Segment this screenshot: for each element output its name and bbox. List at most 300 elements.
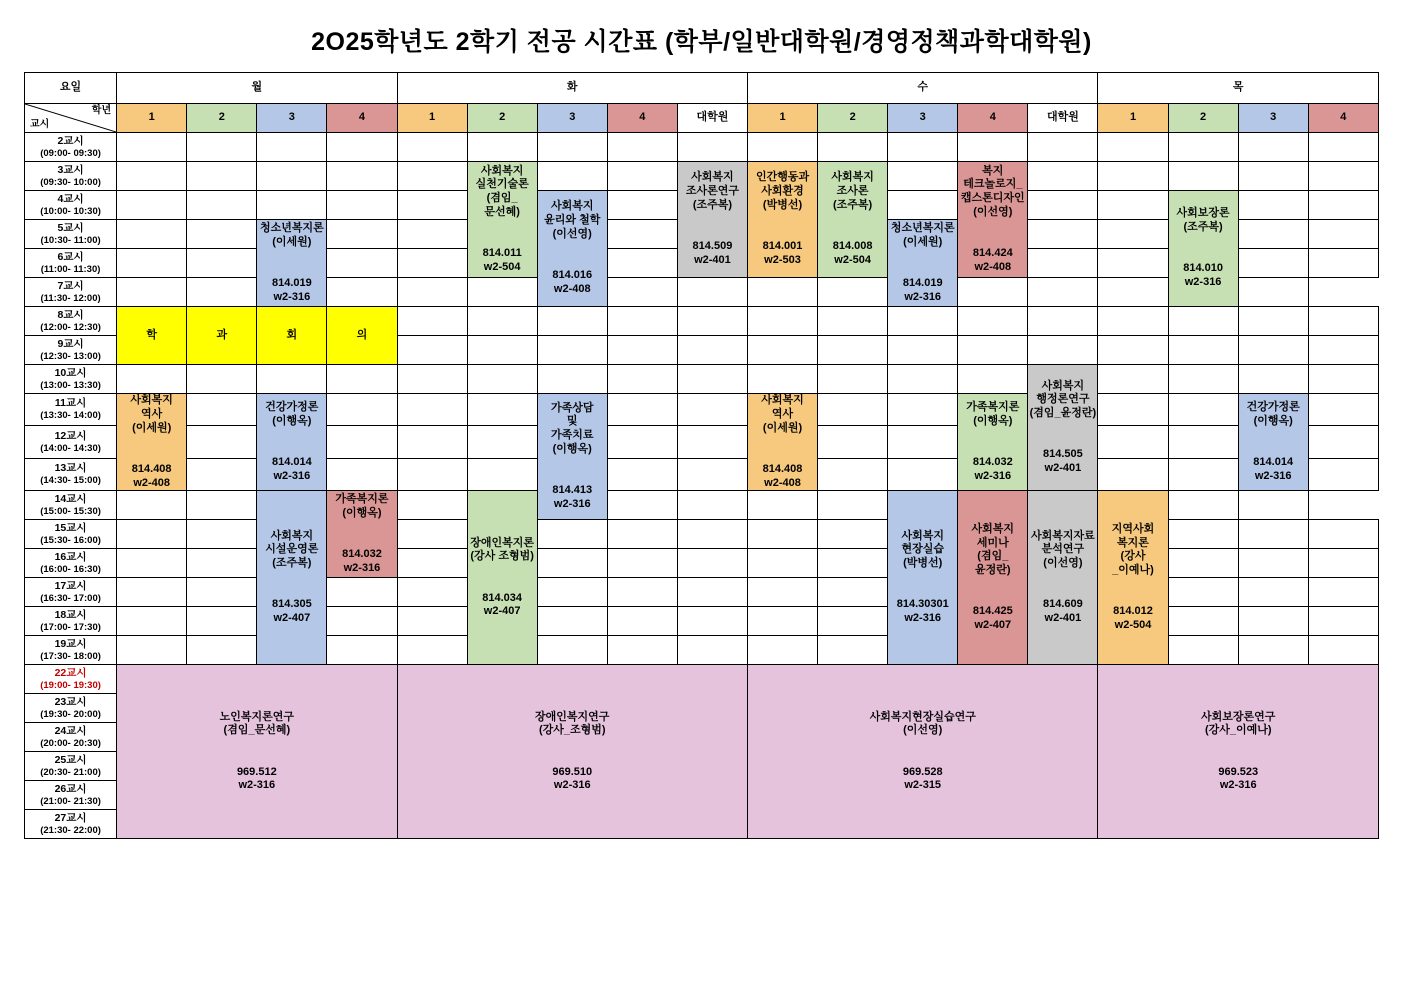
course-wed-welfare-technology[interactable]: 복지 테크놀로지_ 캡스톤디자인 (이선영) 814.424 w2-408 — [958, 162, 1028, 278]
cell-tue3 — [537, 162, 607, 191]
cell-tue1 — [397, 520, 467, 549]
cell-thu1 — [1028, 278, 1098, 307]
header-thu-grade-2: 2 — [1168, 104, 1238, 133]
cell-mon4 — [327, 162, 397, 191]
cell-wed-grad — [1028, 133, 1098, 162]
header-thu-grade-3: 3 — [1238, 104, 1308, 133]
cell-wed2 — [818, 458, 888, 490]
cell-thu2 — [1168, 520, 1238, 549]
course-tue-practice-skills[interactable]: 사회복지 실천기술론 (겸임_ 문선혜) 814.011 w2-504 — [467, 162, 537, 278]
cell-wed2 — [818, 365, 888, 394]
cell-thu4 — [1308, 394, 1378, 426]
course-mon-facility-management[interactable]: 사회복지 시설운영론 (조주복) 814.305 w2-407 — [257, 491, 327, 665]
cell-tue-grad — [677, 520, 747, 549]
cell-wed2 — [818, 394, 888, 426]
cell-mon2 — [187, 491, 257, 520]
cell-thu4 — [1308, 162, 1378, 191]
cell-tue3 — [537, 520, 607, 549]
cell-tue4 — [607, 578, 677, 607]
cell-tue2 — [467, 394, 537, 426]
period-row-label: 27교시 (21:30- 22:00) — [25, 810, 117, 839]
period-row-label: 15교시 (15:30- 16:00) — [25, 520, 117, 549]
period-row-label: 19교시 (17:30- 18:00) — [25, 636, 117, 665]
header-tue-grade-2: 2 — [467, 104, 537, 133]
cell-thu2 — [1168, 394, 1238, 426]
header-mon-grade-3: 3 — [257, 104, 327, 133]
cell-wed2 — [818, 549, 888, 578]
cell-mon1 — [117, 278, 187, 307]
course-mon-night-elder-welfare-research[interactable]: 노인복지론연구 (겸임_문선혜) 969.512 w2-316 — [117, 665, 397, 839]
cell-thu1 — [1098, 394, 1168, 426]
cell-thu4 — [1308, 520, 1378, 549]
cell-wed2 — [818, 336, 888, 365]
cell-thu3 — [1238, 549, 1308, 578]
cell-tue4 — [607, 220, 677, 249]
cell-tue-grad — [677, 549, 747, 578]
cell-mon4 — [327, 394, 397, 426]
cell-wed1 — [747, 520, 817, 549]
course-tue-family-counseling[interactable]: 가족상담 및 가족치료 (이행옥) 814.413 w2-316 — [537, 394, 607, 520]
cell-thu3 — [1238, 249, 1308, 278]
cell-mon4 — [327, 278, 397, 307]
cell-tue4 — [607, 636, 677, 665]
cell-mon1 — [117, 491, 187, 520]
period-row-label: 25교시 (20:30- 21:00) — [25, 752, 117, 781]
cell-tue1 — [397, 307, 467, 336]
cell-tue3 — [537, 607, 607, 636]
cell-thu1 — [1098, 307, 1168, 336]
cell-tue1 — [397, 365, 467, 394]
cell-thu1 — [1098, 426, 1168, 458]
header-tue-grade-4: 4 — [607, 104, 677, 133]
cell-wed3 — [888, 426, 958, 458]
header-mon-grade-2: 2 — [187, 104, 257, 133]
cell-thu4 — [1308, 336, 1378, 365]
cell-tue-grad — [677, 458, 747, 490]
event-dept-meeting-4: 의 — [327, 307, 397, 365]
cell-tue4 — [607, 365, 677, 394]
cell-mon2 — [187, 133, 257, 162]
cell-mon4 — [327, 607, 397, 636]
cell-thu1 — [1098, 336, 1168, 365]
cell-thu3 — [1238, 133, 1308, 162]
cell-mon2 — [187, 520, 257, 549]
header-wed-grade-4: 4 — [958, 104, 1028, 133]
cell-mon2 — [187, 220, 257, 249]
period-row-label: 3교시 (09:30- 10:00) — [25, 162, 117, 191]
cell-wed2 — [818, 307, 888, 336]
cell-thu4 — [1238, 491, 1308, 520]
cell-wed2 — [818, 426, 888, 458]
period-row-label: 23교시 (19:30- 20:00) — [25, 694, 117, 723]
cell-wed2 — [818, 607, 888, 636]
header-wed-grade-1: 1 — [747, 104, 817, 133]
header-day-tue: 화 — [397, 73, 747, 104]
cell-thu4 — [1308, 191, 1378, 220]
cell-wed4 — [958, 307, 1028, 336]
cell-wed2 — [818, 578, 888, 607]
course-thu-social-security[interactable]: 사회보장론 (조주복) 814.010 w2-316 — [1168, 191, 1238, 307]
cell-mon2 — [187, 191, 257, 220]
cell-tue3 — [537, 578, 607, 607]
cell-mon3 — [257, 162, 327, 191]
cell-tue4 — [607, 191, 677, 220]
cell-mon2 — [187, 578, 257, 607]
cell-thu3 — [1098, 278, 1168, 307]
cell-wed3 — [888, 336, 958, 365]
header-corner-period: 교시 — [30, 118, 50, 130]
cell-mon2 — [187, 365, 257, 394]
page-title: 2O25학년도 2학기 전공 시간표 (학부/일반대학원/경영정책과학대학원) — [311, 28, 1092, 56]
cell-tue1 — [397, 491, 467, 520]
cell-wed3 — [888, 307, 958, 336]
cell-thu2 — [1168, 636, 1238, 665]
cell-mon1 — [117, 249, 187, 278]
cell-wed-grad — [1028, 191, 1098, 220]
cell-mon4 — [327, 578, 397, 607]
cell-mon1 — [117, 549, 187, 578]
cell-thu2 — [1168, 549, 1238, 578]
cell-thu4 — [1308, 426, 1378, 458]
cell-thu4 — [1308, 458, 1378, 490]
cell-mon2 — [187, 278, 257, 307]
cell-thu3 — [1238, 191, 1308, 220]
cell-wed3 — [888, 365, 958, 394]
cell-thu3 — [1238, 220, 1308, 249]
cell-wed2 — [818, 636, 888, 665]
course-tue-ethics-philosophy[interactable]: 사회복지 윤리와 철학 (이선영) 814.016 w2-408 — [537, 191, 607, 307]
cell-tue4 — [607, 607, 677, 636]
cell-tue4 — [607, 520, 677, 549]
cell-wed2 — [818, 520, 888, 549]
period-row-label: 17교시 (16:30- 17:00) — [25, 578, 117, 607]
cell-thu2 — [1168, 607, 1238, 636]
course-thu-community-welfare[interactable]: 지역사회 복지론 (강사 _이예나) 814.012 w2-504 — [1098, 491, 1168, 665]
course-mon-family-welfare[interactable]: 가족복지론 (이행옥) 814.032 w2-316 — [327, 491, 397, 578]
course-wed-welfare-history[interactable]: 사회복지 역사 (이세원) 814.408 w2-408 — [747, 394, 817, 491]
period-row-label: 7교시 (11:30- 12:00) — [25, 278, 117, 307]
period-row-label: 9교시 (12:30- 13:00) — [25, 336, 117, 365]
cell-mon4 — [327, 426, 397, 458]
cell-thu2 — [1168, 426, 1238, 458]
period-row-label: 6교시 (11:00- 11:30) — [25, 249, 117, 278]
cell-tue1 — [397, 336, 467, 365]
event-dept-meeting-1: 학 — [117, 307, 187, 365]
cell-tue-grad — [677, 491, 747, 520]
header-corner — [25, 104, 117, 133]
header-thu-grade-4: 4 — [1308, 104, 1378, 133]
cell-thu4 — [1308, 607, 1378, 636]
event-dept-meeting-3: 회 — [257, 307, 327, 365]
cell-tue4 — [607, 458, 677, 490]
cell-thu2 — [1168, 491, 1238, 520]
cell-tue1 — [397, 191, 467, 220]
cell-thu2 — [1168, 578, 1238, 607]
period-row-label: 22교시 (19:00- 19:30) — [25, 665, 117, 694]
header-mon-grade-4: 4 — [327, 104, 397, 133]
cell-tue1 — [397, 278, 467, 307]
cell-tue3 — [537, 307, 607, 336]
cell-tue-grad — [677, 365, 747, 394]
period-row-label: 14교시 (15:00- 15:30) — [25, 491, 117, 520]
cell-thu3 — [1238, 520, 1308, 549]
cell-tue1 — [397, 133, 467, 162]
cell-tue1 — [397, 426, 467, 458]
course-tue-night-disability-welfare-research[interactable]: 장애인복지연구 (강사_조형범) 969.510 w2-316 — [397, 665, 747, 839]
cell-wed1 — [747, 365, 817, 394]
cell-mon2 — [187, 549, 257, 578]
header-wed-grade-2: 2 — [818, 104, 888, 133]
cell-mon1 — [117, 636, 187, 665]
course-tue-disability-welfare[interactable]: 장애인복지론 (강사 조형범) 814.034 w2-407 — [467, 491, 537, 665]
cell-mon1 — [117, 607, 187, 636]
cell-thu2 — [1168, 458, 1238, 490]
cell-wed1 — [677, 278, 747, 307]
cell-tue1 — [397, 578, 467, 607]
cell-wed3 — [888, 458, 958, 490]
cell-thu1 — [1098, 133, 1168, 162]
cell-tue4 — [607, 549, 677, 578]
period-row-label: 26교시 (21:00- 21:30) — [25, 781, 117, 810]
cell-mon2 — [187, 249, 257, 278]
timetable — [24, 72, 1379, 839]
course-tue-grad-survey-research[interactable]: 사회복지 조사론연구 (조주복) 814.509 w2-401 — [677, 162, 747, 278]
cell-tue4 — [607, 249, 677, 278]
cell-tue4 — [607, 133, 677, 162]
course-mon-healthy-family[interactable]: 건강가정론 (이행옥) 814.014 w2-316 — [257, 394, 327, 491]
cell-mon4 — [327, 133, 397, 162]
cell-wed2 — [818, 133, 888, 162]
cell-tue-grad — [677, 133, 747, 162]
cell-wed-grad — [1028, 336, 1098, 365]
period-row-label: 16교시 (16:00- 16:30) — [25, 549, 117, 578]
cell-thu3 — [1238, 336, 1308, 365]
cell-wed-grad — [1028, 162, 1098, 191]
header-day-mon: 월 — [117, 73, 397, 104]
cell-tue3 — [537, 336, 607, 365]
cell-tue2 — [467, 426, 537, 458]
cell-wed3 — [888, 394, 958, 426]
cell-tue4 — [467, 278, 537, 307]
cell-tue3 — [537, 133, 607, 162]
cell-thu2 — [1168, 162, 1238, 191]
header-day-wed: 수 — [747, 73, 1097, 104]
cell-mon2 — [187, 458, 257, 490]
cell-tue1 — [397, 220, 467, 249]
cell-tue2 — [467, 458, 537, 490]
cell-wed1 — [747, 336, 817, 365]
course-wed-youth-welfare[interactable]: 청소년복지론 (이세원) 814.019 w2-316 — [888, 220, 958, 307]
cell-tue4 — [607, 426, 677, 458]
cell-wed-grad — [1028, 220, 1098, 249]
cell-tue4 — [607, 307, 677, 336]
course-wed-family-welfare[interactable]: 가족복지론 (이행옥) 814.032 w2-316 — [958, 394, 1028, 491]
course-wed-grad-data-analysis[interactable]: 사회복지자료 분석연구 (이선영) 814.609 w2-401 — [1028, 491, 1098, 665]
header-day-thu: 목 — [1098, 73, 1379, 104]
header-tue-grade-3: 3 — [537, 104, 607, 133]
cell-tue4 — [607, 491, 677, 520]
cell-tue-grad — [677, 426, 747, 458]
cell-wed-grad — [958, 278, 1028, 307]
course-mon-welfare-history[interactable]: 사회복지 역사 (이세원) 814.408 w2-408 — [117, 394, 187, 491]
cell-wed2 — [818, 491, 888, 520]
cell-tue1 — [397, 636, 467, 665]
cell-tue-grad — [677, 307, 747, 336]
cell-thu2 — [1168, 133, 1238, 162]
cell-mon1 — [117, 220, 187, 249]
cell-thu4 — [1308, 578, 1378, 607]
cell-mon3 — [257, 191, 327, 220]
cell-tue1 — [397, 162, 467, 191]
header-corner-grade: 학년 — [91, 105, 112, 116]
cell-wed3 — [888, 133, 958, 162]
cell-wed4 — [958, 336, 1028, 365]
cell-thu1 — [1098, 162, 1168, 191]
header-tue-grad: 대학원 — [677, 104, 747, 133]
cell-mon2 — [187, 426, 257, 458]
cell-thu1 — [1098, 365, 1168, 394]
cell-mon1 — [117, 191, 187, 220]
cell-tue4 — [607, 162, 677, 191]
header-wed-grad: 대학원 — [1028, 104, 1098, 133]
cell-wed3 — [888, 191, 958, 220]
cell-tue-grad — [607, 278, 677, 307]
cell-wed1 — [747, 607, 817, 636]
cell-mon4 — [327, 191, 397, 220]
cell-wed1 — [747, 636, 817, 665]
cell-mon4 — [327, 249, 397, 278]
period-row-label: 2교시 (09:00- 09:30) — [25, 133, 117, 162]
cell-wed4 — [818, 278, 888, 307]
cell-tue1 — [397, 549, 467, 578]
course-thu-night-social-security-research[interactable]: 사회보장론연구 (강사_이예나) 969.523 w2-316 — [1098, 665, 1379, 839]
period-row-label: 18교시 (17:00- 17:30) — [25, 607, 117, 636]
header-thu-grade-1: 1 — [1098, 104, 1168, 133]
cell-thu1 — [1098, 458, 1168, 490]
period-row-label: 8교시 (12:00- 12:30) — [25, 307, 117, 336]
cell-mon2 — [187, 636, 257, 665]
cell-mon1 — [117, 520, 187, 549]
cell-wed3 — [888, 162, 958, 191]
cell-mon4 — [327, 365, 397, 394]
cell-mon1 — [117, 162, 187, 191]
cell-thu4 — [1308, 220, 1378, 249]
cell-tue2 — [467, 365, 537, 394]
cell-tue2 — [467, 336, 537, 365]
cell-thu3 — [1238, 578, 1308, 607]
header-day-label: 요일 — [25, 73, 117, 104]
period-row-label: 4교시 (10:00- 10:30) — [25, 191, 117, 220]
cell-mon1 — [117, 133, 187, 162]
cell-wed1 — [747, 133, 817, 162]
cell-mon2 — [187, 607, 257, 636]
course-wed-human-behavior[interactable]: 인간행동과 사회환경 (박병선) 814.001 w2-503 — [747, 162, 817, 278]
cell-wed-grad — [1028, 249, 1098, 278]
cell-tue-grad — [677, 336, 747, 365]
cell-tue3 — [537, 365, 607, 394]
cell-tue3 — [537, 636, 607, 665]
cell-mon4 — [327, 636, 397, 665]
cell-thu3 — [1238, 307, 1308, 336]
cell-tue1 — [397, 458, 467, 490]
cell-mon3 — [257, 365, 327, 394]
period-row-label: 10교시 (13:00- 13:30) — [25, 365, 117, 394]
cell-tue4 — [607, 336, 677, 365]
cell-tue-grad — [677, 394, 747, 426]
cell-mon4 — [327, 220, 397, 249]
cell-tue4 — [607, 394, 677, 426]
cell-tue2 — [467, 307, 537, 336]
course-wed-night-field-practicum-research[interactable]: 사회복지현장실습연구 (이선영) 969.528 w2-315 — [747, 665, 1097, 839]
cell-mon2 — [187, 394, 257, 426]
cell-mon1 — [117, 365, 187, 394]
cell-wed4 — [958, 365, 1028, 394]
period-row-label: 5교시 (10:30- 11:00) — [25, 220, 117, 249]
cell-thu4 — [1308, 307, 1378, 336]
cell-wed1 — [747, 491, 817, 520]
cell-thu4 — [1308, 133, 1378, 162]
course-mon-youth-welfare[interactable]: 청소년복지론 (이세원) 814.019 w2-316 — [257, 220, 327, 307]
cell-tue1 — [397, 249, 467, 278]
cell-mon1 — [117, 578, 187, 607]
cell-thu2 — [1168, 307, 1238, 336]
period-row-label: 11교시 (13:30- 14:00) — [25, 394, 117, 426]
cell-thu3 — [1238, 162, 1308, 191]
header-tue-grade-1: 1 — [397, 104, 467, 133]
cell-thu4 — [1308, 249, 1378, 278]
cell-tue-grad — [677, 607, 747, 636]
cell-thu4 — [1308, 549, 1378, 578]
cell-thu3 — [1238, 365, 1308, 394]
cell-thu3 — [1238, 636, 1308, 665]
cell-thu4 — [1308, 365, 1378, 394]
cell-mon4 — [327, 458, 397, 490]
cell-wed1 — [747, 307, 817, 336]
course-thu-healthy-family[interactable]: 건강가정론 (이행옥) 814.014 w2-316 — [1238, 394, 1308, 491]
cell-wed2 — [747, 278, 817, 307]
course-wed-social-survey[interactable]: 사회복지 조사론 (조주복) 814.008 w2-504 — [818, 162, 888, 278]
cell-thu3 — [1238, 607, 1308, 636]
cell-thu1 — [1098, 191, 1168, 220]
cell-mon2 — [187, 162, 257, 191]
cell-tue1 — [397, 607, 467, 636]
cell-thu2 — [1168, 365, 1238, 394]
cell-wed1 — [747, 549, 817, 578]
course-wed-grad-admin-research[interactable]: 사회복지 행정론연구 (겸임_윤정란) 814.505 w2-401 — [1028, 365, 1098, 491]
cell-tue1 — [397, 394, 467, 426]
cell-wed1 — [747, 578, 817, 607]
cell-tue2 — [467, 133, 537, 162]
event-dept-meeting-2: 과 — [187, 307, 257, 365]
header-wed-grade-3: 3 — [888, 104, 958, 133]
cell-thu4 — [1308, 636, 1378, 665]
period-row-label: 24교시 (20:00- 20:30) — [25, 723, 117, 752]
cell-wed4 — [958, 133, 1028, 162]
period-row-label: 12교시 (14:00- 14:30) — [25, 426, 117, 458]
cell-thu1 — [1098, 249, 1168, 278]
cell-tue-grad — [677, 636, 747, 665]
cell-tue3 — [537, 549, 607, 578]
cell-thu1 — [1098, 220, 1168, 249]
course-wed-field-practicum[interactable]: 사회복지 현장실습 (박병선) 814.30301 w2-316 — [888, 491, 958, 665]
cell-wed-grad — [1028, 307, 1098, 336]
course-wed-welfare-seminar[interactable]: 사회복지 세미나 (겸임_ 윤정란) 814.425 w2-407 — [958, 491, 1028, 665]
cell-mon3 — [257, 133, 327, 162]
cell-thu2 — [1168, 336, 1238, 365]
period-row-label: 13교시 (14:30- 15:00) — [25, 458, 117, 490]
cell-thu4 — [1238, 278, 1308, 307]
cell-tue-grad — [677, 578, 747, 607]
